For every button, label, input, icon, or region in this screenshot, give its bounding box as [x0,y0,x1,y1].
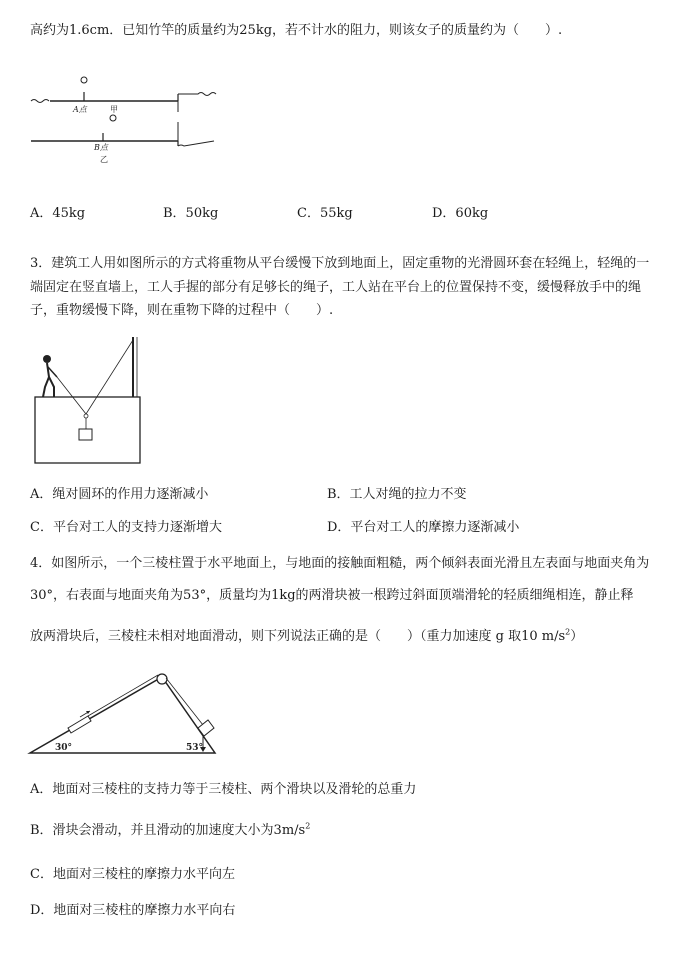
q3-stem-line-3: 子，重物缓慢下降，则在重物下降的过程中（ ）. [30,303,334,318]
q2-text-tail: 高约为1.6cm．已知竹竿的质量约为25kg，若不计水的阻力，则该女子的质量约为（ ）. [30,23,563,38]
q3-stem-line-2: 端固定在竖直墙上，工人手握的部分有足够长的绳子，工人站在平台上的位置保持不变，缓慢释放手中的绳 [30,280,642,295]
q2-option-b: B．50kg [163,206,219,221]
q4-angle-right: 53° [186,743,204,753]
q3-figure [30,337,145,467]
q4-angle-left: 30° [55,743,73,753]
q2-figure [28,70,228,180]
q3-stem-line-1: 3．建筑工人用如图所示的方式将重物从平台缓慢下放到地面上，固定重物的光滑圆环套在轻绳上，轻绳的一 [30,256,650,271]
q2-label-yi: 乙 [100,155,108,164]
q4-option-a: A．地面对三棱柱的支持力等于三棱柱、两个滑块以及滑轮的总重力 [30,782,417,797]
q4-figure [30,670,230,760]
q3-option-b: B．工人对绳的拉力不变 [327,487,467,502]
q4-stem-line-2: 30°，右表面与地面夹角为53°，质量均为1kg的两滑块被一根跨过斜面顶端滑轮的轻质细绳相连，静止释 [30,588,634,603]
q2-label-jia: 甲 [110,105,118,114]
q2-label-b: B点 [94,143,108,152]
q4-stem-line-3-sup: 2 [565,627,571,637]
q2-label-a: A点 [73,105,87,114]
q4-option-c: C．地面对三棱柱的摩擦力水平向左 [30,867,235,882]
q4-stem-line-3-main: 放两滑块后，三棱柱未相对地面滑动，则下列说法正确的是（ ） [30,629,421,644]
q4-stem-line-1: 4．如图所示，一个三棱柱置于水平地面上，与地面的接触面粗糙，两个倾斜表面光滑且左表面与地面夹角为 [30,556,650,571]
q2-option-a: A．45kg [30,206,86,221]
q4-option-d: D．地面对三棱柱的摩擦力水平向右 [30,903,236,918]
q3-option-a: A．绳对圆环的作用力逐渐减小 [30,487,209,502]
q3-option-d: D．平台对工人的摩擦力逐渐减小 [327,520,520,535]
q4-option-b [30,822,310,840]
q4-option-b-sup: 2 [305,821,311,831]
q2-option-d: D．60kg [432,206,489,221]
q4-stem-line-3-end: ） [570,629,584,644]
q2-option-c: C．55kg [297,206,353,221]
q3-option-c: C．平台对工人的支持力逐渐增大 [30,520,222,535]
q4-stem-line-3 [30,628,583,646]
q4-option-b-text: B．滑块会滑动，并且滑动的加速度大小为3m/s [30,823,306,838]
q4-stem-line-3-paren: （重力加速度 g 取10 m/s [420,629,566,644]
